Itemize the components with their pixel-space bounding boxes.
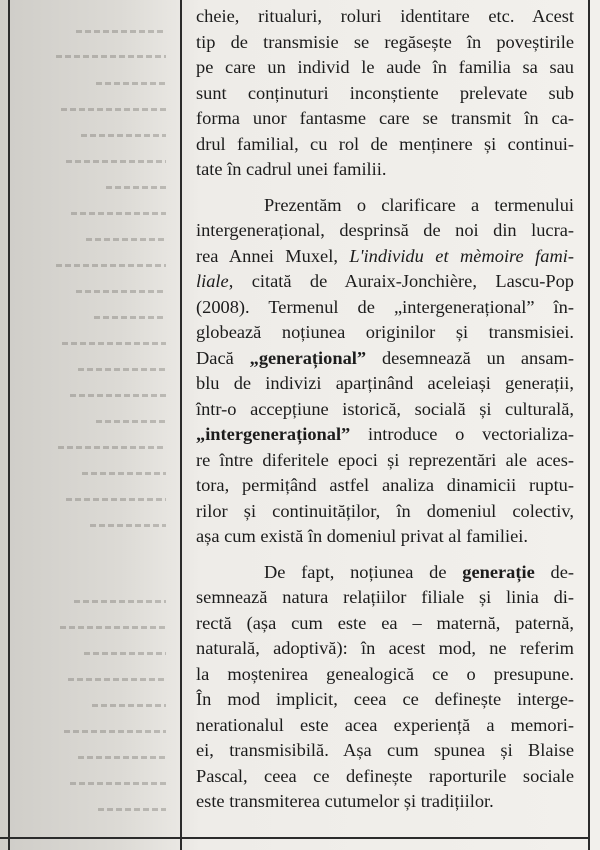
book-title-end: liale: [196, 271, 229, 291]
book-title: L'individu et mèmoire fami-: [349, 245, 574, 266]
text-line: semnează natura relațiilor filiale și linia di-: [196, 587, 574, 607]
main-text-column: [196, 4, 574, 815]
text-line: naturală, adoptivă): în acest mod, ne referim: [196, 638, 574, 658]
bleed-text-line: [76, 30, 166, 33]
bleed-text-line: [61, 108, 166, 111]
text-line: este transmiterea cutumelor și tradițiilor.: [196, 791, 494, 811]
paragraph-2: [196, 193, 574, 550]
table-bottom-border: [0, 837, 590, 839]
table-right-border: [588, 0, 590, 850]
bleed-text-line: [71, 212, 166, 215]
bleed-text-line: [81, 134, 166, 137]
bleed-text-line: [64, 730, 166, 733]
term-generational: „generațional”: [249, 347, 367, 368]
bleed-text-line: [56, 55, 166, 58]
bleed-text-line: [70, 782, 166, 785]
text-line: sunt conținuturi inconștiente prelevate sub: [196, 82, 574, 103]
term-generatie: generație: [462, 561, 535, 582]
bleed-text-line: [92, 704, 166, 707]
bleed-text-line: [86, 238, 166, 241]
text-line: așa cum există în domeniul privat al familiei.: [196, 526, 528, 546]
text-line: „intergenerațional” introduce o vectorializa-: [196, 424, 574, 444]
bleed-text-line: [96, 420, 166, 423]
bleed-text-line: [66, 160, 166, 163]
text-line: re între diferitele epoci și reprezentări ale aces-: [196, 449, 574, 470]
text-line: la moștenirea genealogică ce o presupune.: [196, 663, 574, 684]
bleed-text-line: [66, 498, 166, 501]
table-column-divider: [180, 0, 182, 850]
text-line: rectă (așa cum este ea – maternă, paternă,: [196, 612, 574, 633]
bleed-text-line: [96, 82, 166, 85]
term-intergenerational: „intergenerațional”: [196, 424, 351, 444]
bleed-text-line: [90, 524, 166, 527]
text-line: într-o accepțiune istorică, socială și culturală,: [196, 398, 574, 419]
bleed-text-line: [78, 368, 166, 371]
bleed-text-line: [68, 678, 166, 681]
text-line: (2008). Termenul de „intergenerațional” în-: [196, 296, 574, 317]
bleed-text-line: [58, 446, 166, 449]
text-line: intergenerațional, desprinsă de noi din lucra-: [196, 220, 574, 240]
text-line: Pascal, ceea ce definește raporturile sociale: [196, 765, 574, 786]
text-line: ei, transmisibilă. Așa cum spunea și Blaise: [196, 740, 574, 760]
bleed-text-line: [76, 290, 166, 293]
bleed-text-line: [70, 394, 166, 397]
text-line: cheie, ritualuri, roluri identitare etc. Acest: [196, 6, 574, 26]
bleed-text-line: [60, 626, 166, 629]
bleed-text-line: [62, 342, 166, 345]
text-line: rea Annei Muxel, L'individu et mèmoire fami-: [196, 245, 574, 266]
text-line: Prezentăm o clarificare a termenului: [264, 194, 574, 215]
bleed-text-line: [98, 808, 166, 811]
text-line: tate în cadrul unei familii.: [196, 159, 387, 179]
text-line: tora, permițând astfel analiza dinamicii ruptu-: [196, 475, 574, 495]
text-line: nerationalul este acea experiență a memori-: [196, 714, 574, 735]
bleed-text-line: [94, 316, 166, 319]
left-column-bleed-through: [0, 0, 172, 835]
text-line: blu de indivizi aparținând aceleiași generații,: [196, 373, 574, 393]
bleed-text-line: [84, 652, 166, 655]
text-line: tip de transmisie se regăsește în poveștirile: [196, 31, 574, 52]
bleed-text-line: [82, 472, 166, 475]
text-line: forma unor fantasme care se transmit în ca-: [196, 108, 574, 128]
text-line: pe care un individ le aude în familia sa sau: [196, 57, 574, 77]
text-line: rilor și continuităților, în domeniul colectiv,: [196, 500, 574, 521]
bleed-text-line: [74, 600, 166, 603]
bleed-text-line: [78, 756, 166, 759]
text-line: În mod implicit, ceea ce definește interge-: [196, 689, 574, 709]
text-line: drul familial, cu rol de menținere și continui-: [196, 133, 574, 154]
paragraph-1: [196, 4, 574, 183]
paragraph-3: [196, 560, 574, 815]
text-line: globează noțiunea originilor și transmisiei.: [196, 322, 574, 342]
text-line: liale, citată de Auraix-Jonchière, Lascu-Pop: [196, 271, 574, 291]
text-line: Dacă „generațional” desemnează un ansam-: [196, 347, 574, 368]
bleed-text-line: [106, 186, 166, 189]
bleed-text-line: [56, 264, 166, 267]
text-line: De fapt, noțiunea de generație de-: [264, 561, 574, 582]
